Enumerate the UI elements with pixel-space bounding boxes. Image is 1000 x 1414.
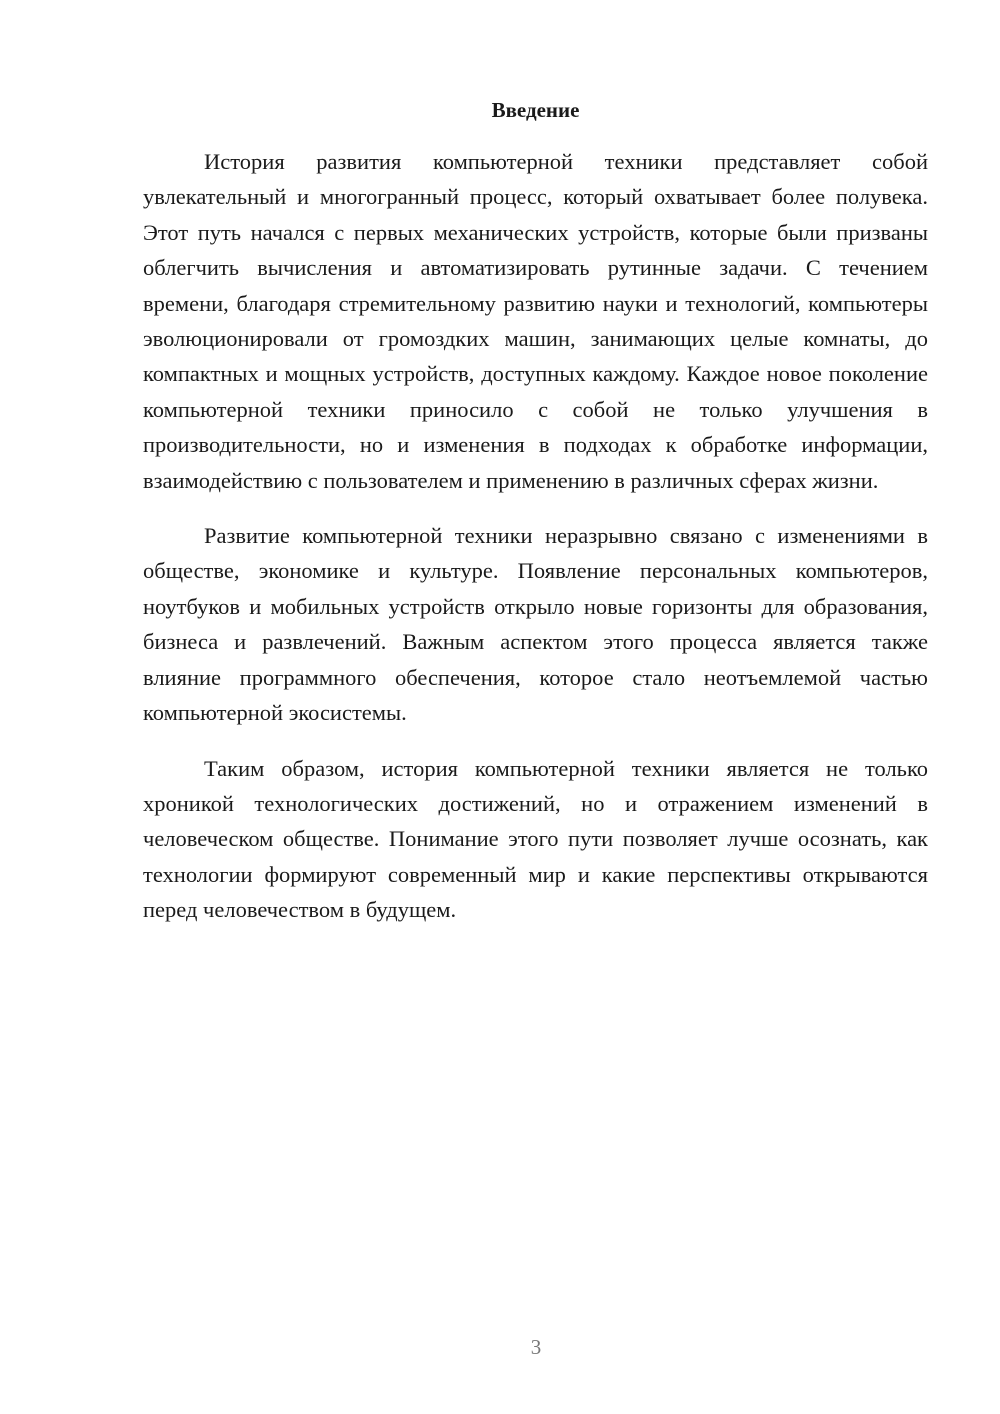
paragraph-2: Развитие компьютерной техники неразрывно связано с изменениями в обществе, экономике и культуре. Появление персональных компьютеров, ноутбуков и мобильных устройств открыло новые горизонты для образования, бизнеса и развлечений. Важным аспектом этого процесса является также влияние программного обеспечения, которое стало неотъемлемой частью компьютерной экосистемы. xyxy=(143,523,928,726)
paragraph-1: История развития компьютерной техники представляет собой увлекательный и многогранный процесс, который охватывает более полувека. Этот путь начался с первых механических устройств, которые были призваны облегчить вычисления и автоматизировать рутинные задачи. С течением времени, благодаря стремительному развитию науки и технологий, компьютеры эволюционировали от громоздких машин, занимающих целые комнаты, до компактных и мощных устройств, доступных каждому. Каждое новое поколение компьютерной техники приносило с собой не только улучшения в производительности, но и изменения в подходах к обработке информации, взаимодействию с пользователем и применению в различных сферах жизни. xyxy=(143,149,928,493)
paragraph-3: Таким образом, история компьютерной техники является не только хроникой технологических достижений, но и отражением изменений в человеческом обществе. Понимание этого пути позволяет лучше осознать, как технологии формируют современный мир и какие перспективы открываются перед человечеством в будущем. xyxy=(143,755,928,923)
page-number: 3 xyxy=(530,1335,542,1359)
page-content xyxy=(143,95,928,928)
section-heading: Введение xyxy=(491,98,580,122)
